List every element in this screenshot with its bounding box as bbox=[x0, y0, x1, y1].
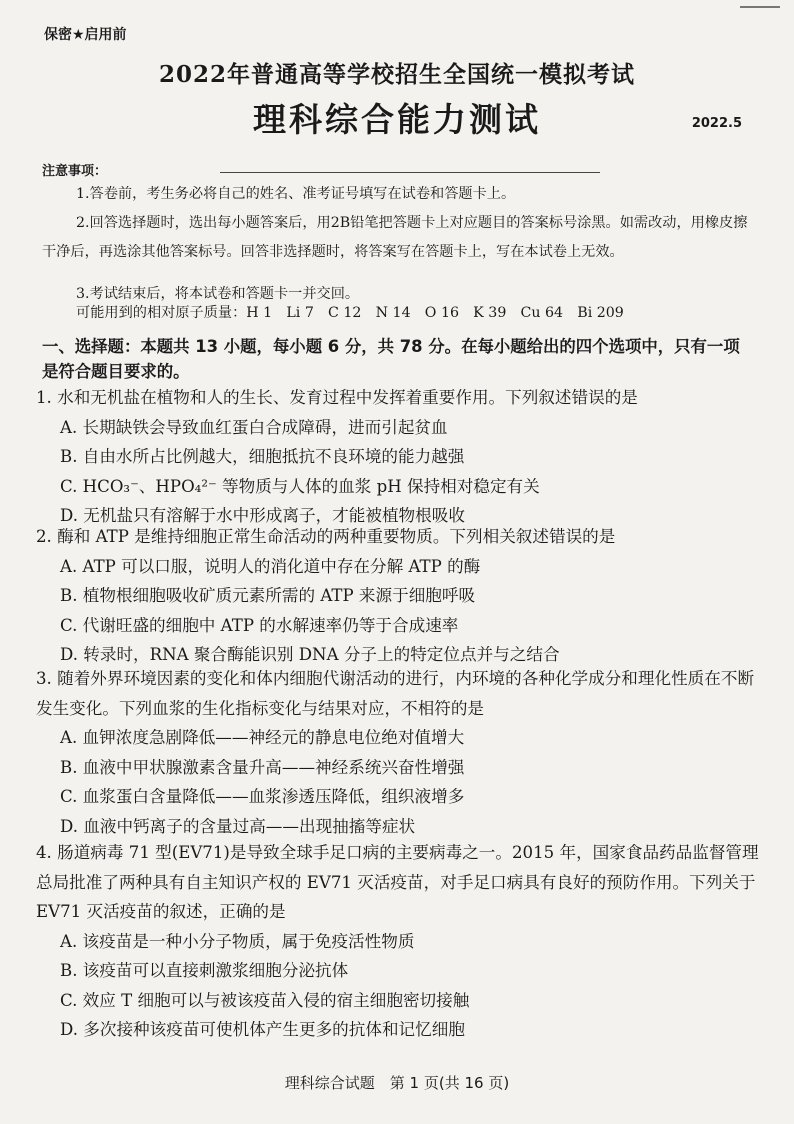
option-c: C. 代谢旺盛的细胞中 ATP 的水解速率仍等于合成速率 bbox=[60, 615, 459, 635]
name-blank-line bbox=[220, 172, 600, 173]
option-c: C. 效应 T 细胞可以与被该疫苗入侵的宿主细胞密切接触 bbox=[60, 990, 470, 1010]
option-a: A. 血钾浓度急剧降低——神经元的静息电位绝对值增大 bbox=[60, 728, 465, 747]
exam-title: 2022年普通高等学校招生全国统一模拟考试 bbox=[158, 61, 635, 88]
option-d: D. 转录时，RNA 聚合酶能识别 DNA 分子上的特定位点并与之结合 bbox=[60, 645, 560, 664]
option-b: B. 自由水所占比例越大，细胞抵抗不良环境的能力越强 bbox=[60, 447, 465, 466]
question-stem: 1. 水和无机盐在植物和人的生长、发育过程中发挥着重要作用。下列叙述错误的是 bbox=[36, 388, 638, 407]
note-item-1: 1.答卷前，考生务必将自己的姓名、准考证号填写在试卷和答题卡上。 bbox=[76, 186, 516, 202]
question-3 bbox=[36, 664, 760, 841]
question-4 bbox=[36, 838, 760, 1045]
corner-mark bbox=[740, 6, 780, 8]
confidential-label: 保密★启用前 bbox=[44, 27, 127, 43]
option-a: A. 长期缺铁会导致血红蛋白合成障碍，进而引起贫血 bbox=[60, 417, 448, 437]
question-stem: 4. 肠道病毒 71 型(EV71)是导致全球手足口病的主要病毒之一。2015 年，国家食品药品监督管理总局批准了两种具有自主知识产权的 EV71 灭活疫苗，对手足口病具有良好的预防作用。下列关于 EV71 灭活疫苗的叙述，正确的是 bbox=[36, 843, 759, 921]
atomic-masses: 可能用到的相对原子质量：H 1 Li 7 C 12 N 14 O 16 K 39 Cu 64 Bi 209 bbox=[76, 305, 624, 321]
exam-date: 2022.5 bbox=[691, 116, 742, 131]
option-b: B. 该疫苗可以直接刺激浆细胞分泌抗体 bbox=[60, 961, 349, 980]
option-d: D. 血液中钙离子的含量过高——出现抽搐等症状 bbox=[60, 816, 416, 836]
option-d: D. 无机盐只有溶解于水中形成离子，才能被植物根吸收 bbox=[60, 506, 465, 525]
question-stem: 3. 随着外界环境因素的变化和体内细胞代谢活动的进行，内环境的各种化学成分和理化性质在不断发生变化。下列血浆的生化指标变化与结果对应，不相符的是 bbox=[36, 669, 755, 718]
page-footer: 理科综合试题 第 1 页(共 16 页) bbox=[284, 1074, 510, 1092]
option-c: C. 血浆蛋白含量降低——血浆渗透压降低，组织液增多 bbox=[60, 787, 465, 806]
section-title: 一、选择题：本题共 13 小题，每小题 6 分，共 78 分。在每小题给出的四个选项中，只有一项是符合题目要求的。 bbox=[42, 337, 740, 381]
option-c: C. HCO₃⁻、HPO₄²⁻ 等物质与人体的血浆 pH 保持相对稳定有关 bbox=[60, 476, 540, 496]
exam-subtitle: 理科综合能力测试 bbox=[253, 100, 541, 139]
note-item-2: 2.回答选择题时，选出每小题答案后，用2B铅笔把答题卡上对应题目的答案标号涂黑。如需改动，用橡皮擦干净后，再选涂其他答案标号。回答非选择题时，将答案写在答题卡上，写在本试卷上无效。 bbox=[42, 215, 748, 260]
question-stem: 2. 酶和 ATP 是维持细胞正常生命活动的两种重要物质。下列相关叙述错误的是 bbox=[36, 527, 616, 546]
option-d: D. 多次接种该疫苗可使机体产生更多的抗体和记忆细胞 bbox=[60, 1020, 465, 1039]
option-b: B. 血液中甲状腺激素含量升高——神经系统兴奋性增强 bbox=[60, 757, 465, 777]
option-a: A. 该疫苗是一种小分子物质，属于免疫活性物质 bbox=[60, 931, 415, 951]
option-b: B. 植物根细胞吸收矿质元素所需的 ATP 来源于细胞呼吸 bbox=[60, 586, 476, 605]
note-item-3: 3.考试结束后，将本试卷和答题卡一并交回。 bbox=[76, 286, 360, 302]
notes-heading: 注意事项： bbox=[42, 164, 108, 179]
question-1 bbox=[36, 383, 760, 531]
option-a: A. ATP 可以口服，说明人的消化道中存在分解 ATP 的酶 bbox=[60, 556, 481, 576]
question-2 bbox=[36, 522, 760, 670]
